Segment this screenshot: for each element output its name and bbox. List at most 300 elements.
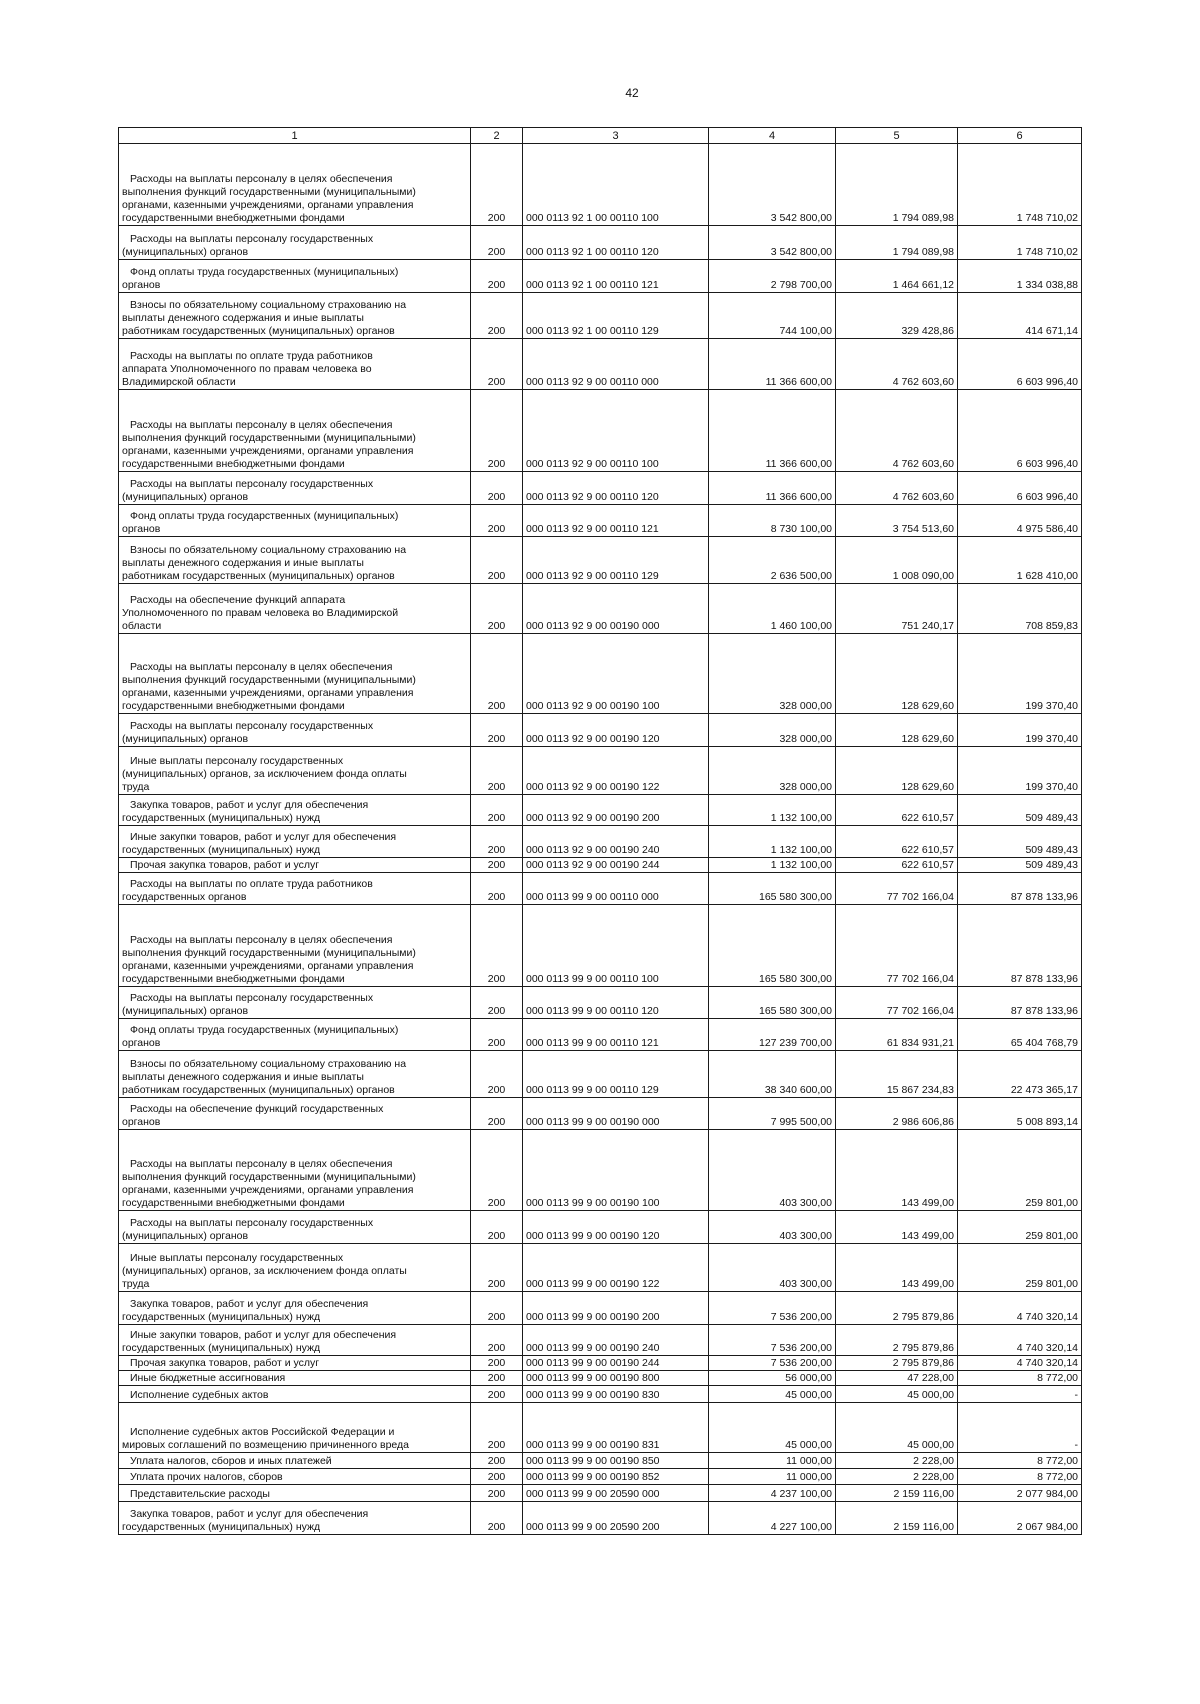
budget-classification-code-cell: 000 0113 99 9 00 00190 852 [523,1469,709,1485]
column-header-1: 1 [119,128,471,144]
unexecuted-amount-cell: 199 370,40 [958,634,1082,714]
expense-item-name [119,1469,471,1485]
expense-item-name [119,1325,471,1356]
executed-amount-cell: 2 795 879,86 [836,1356,958,1371]
expense-item-name-line: Расходы на обеспечение функций государственных [130,1103,384,1115]
unexecuted-amount-cell: 22 473 365,17 [958,1051,1082,1098]
expense-item-name [119,293,471,339]
unexecuted-amount-cell: - [958,1403,1082,1453]
expense-item-name-line: работникам государственных (муниципальных) органов [122,1084,395,1096]
executed-amount-cell: 1 464 661,12 [836,260,958,293]
budget-classification-code-cell: 000 0113 99 9 00 00190 850 [523,1453,709,1469]
approved-amount-cell: 328 000,00 [709,747,836,795]
line-code-cell: 200 [471,390,523,472]
expense-item-name-line: Прочая закупка товаров, работ и услуг [130,859,320,871]
approved-amount-cell: 744 100,00 [709,293,836,339]
line-code-cell: 200 [471,1244,523,1292]
unexecuted-amount-cell: - [958,1386,1082,1403]
expense-item-name-line: Расходы на выплаты персоналу государственных [130,720,374,732]
approved-amount-cell: 328 000,00 [709,714,836,747]
approved-amount-cell: 8 730 100,00 [709,505,836,537]
unexecuted-amount-cell: 6 603 996,40 [958,339,1082,390]
budget-classification-code-cell: 000 0113 99 9 00 00190 830 [523,1386,709,1403]
line-code-cell: 200 [471,905,523,987]
expense-item-name-line: органов [122,523,161,535]
executed-amount-cell: 2 228,00 [836,1453,958,1469]
expense-item-name [119,826,471,858]
budget-classification-code-cell: 000 0113 99 9 00 00190 800 [523,1371,709,1386]
line-code-cell: 200 [471,1502,523,1535]
budget-classification-code-cell: 000 0113 99 9 00 00110 000 [523,873,709,905]
expense-item-name-line: выполнения функций государственными (муниципальными) [122,947,416,959]
expense-item-name-line: Иные бюджетные ассигнования [130,1372,286,1384]
expense-item-name-line: органов [122,279,161,291]
budget-classification-code-cell: 000 0113 92 1 00 00110 121 [523,260,709,293]
line-code-cell: 200 [471,1019,523,1051]
expense-item-name [119,537,471,584]
unexecuted-amount-cell: 199 370,40 [958,714,1082,747]
executed-amount-cell: 2 159 116,00 [836,1485,958,1502]
budget-classification-code-cell: 000 0113 92 1 00 00110 129 [523,293,709,339]
budget-classification-code-cell: 000 0113 99 9 00 00190 122 [523,1244,709,1292]
executed-amount-cell: 622 610,57 [836,795,958,826]
expense-item-name-line: Иные выплаты персоналу государственных [130,755,344,767]
expense-item-name [119,1386,471,1403]
unexecuted-amount-cell: 1 748 710,02 [958,144,1082,226]
budget-classification-code-cell: 000 0113 92 9 00 00110 121 [523,505,709,537]
executed-amount-cell: 3 754 513,60 [836,505,958,537]
expense-item-name [119,144,471,226]
executed-amount-cell: 2 795 879,86 [836,1292,958,1325]
expense-item-name-line: Взносы по обязательному социальному страхованию на [130,544,407,556]
column-header-5: 5 [836,128,958,144]
expense-item-name-line: выполнения функций государственными (муниципальными) [122,186,416,198]
unexecuted-amount-cell: 6 603 996,40 [958,390,1082,472]
executed-amount-cell: 4 762 603,60 [836,339,958,390]
expense-item-name-line: Представительские расходы [130,1488,270,1500]
expense-item-name-line: Уплата прочих налогов, сборов [130,1471,283,1483]
expense-item-name-line: Исполнение судебных актов Российской Федерации и [130,1426,395,1438]
expense-item-name [119,873,471,905]
expense-item-name [119,1292,471,1325]
budget-classification-code-cell: 000 0113 92 9 00 00110 100 [523,390,709,472]
approved-amount-cell: 165 580 300,00 [709,987,836,1019]
executed-amount-cell: 128 629,60 [836,747,958,795]
table-row [119,1051,1082,1098]
unexecuted-amount-cell: 259 801,00 [958,1211,1082,1244]
expense-item-name-line: государственными внебюджетными фондами [122,212,345,224]
line-code-cell: 200 [471,1292,523,1325]
expense-item-name-line: работникам государственных (муниципальных) органов [122,325,395,337]
approved-amount-cell: 403 300,00 [709,1211,836,1244]
unexecuted-amount-cell: 1 748 710,02 [958,226,1082,260]
expense-item-name [119,1211,471,1244]
executed-amount-cell: 1 008 090,00 [836,537,958,584]
line-code-cell: 200 [471,795,523,826]
expense-item-name-line: Владимирской области [122,376,236,388]
line-code-cell: 200 [471,1453,523,1469]
budget-classification-code-cell: 000 0113 92 9 00 00190 100 [523,634,709,714]
approved-amount-cell: 7 995 500,00 [709,1098,836,1130]
line-code-cell: 200 [471,987,523,1019]
line-code-cell: 200 [471,584,523,634]
line-code-cell: 200 [471,144,523,226]
expense-item-name [119,1502,471,1535]
expense-item-name-line: выплаты денежного содержания и иные выплаты [122,557,364,569]
executed-amount-cell: 329 428,86 [836,293,958,339]
line-code-cell: 200 [471,260,523,293]
approved-amount-cell: 2 798 700,00 [709,260,836,293]
expense-item-name-line: Закупка товаров, работ и услуг для обеспечения [130,1508,369,1520]
expense-item-name-line: мировых соглашений по возмещению причиненного вреда [122,1439,410,1451]
table-row [119,1485,1082,1502]
expense-item-name-line: (муниципальных) органов [122,1005,249,1017]
table-row [119,634,1082,714]
header-row [119,128,1082,144]
unexecuted-amount-cell: 2 067 984,00 [958,1502,1082,1535]
unexecuted-amount-cell: 65 404 768,79 [958,1019,1082,1051]
expense-item-name-line: государственными внебюджетными фондами [122,700,345,712]
expense-item-name [119,1371,471,1386]
expense-item-name-line: (муниципальных) органов [122,733,249,745]
unexecuted-amount-cell: 8 772,00 [958,1453,1082,1469]
executed-amount-cell: 622 610,57 [836,826,958,858]
table-row [119,873,1082,905]
line-code-cell: 200 [471,873,523,905]
expense-item-name-line: Исполнение судебных актов [130,1389,269,1401]
expense-item-name-line: выплаты денежного содержания и иные выплаты [122,1071,364,1083]
expense-item-name-line: Взносы по обязательному социальному страхованию на [130,299,407,311]
table-row [119,1469,1082,1485]
expense-item-name-line: Расходы на выплаты по оплате труда работников [130,350,373,362]
unexecuted-amount-cell: 8 772,00 [958,1371,1082,1386]
unexecuted-amount-cell: 5 008 893,14 [958,1098,1082,1130]
expense-item-name [119,390,471,472]
line-code-cell: 200 [471,1403,523,1453]
budget-classification-code-cell: 000 0113 92 9 00 00190 120 [523,714,709,747]
unexecuted-amount-cell: 87 878 133,96 [958,905,1082,987]
unexecuted-amount-cell: 4 740 320,14 [958,1325,1082,1356]
table-row [119,1453,1082,1469]
expense-item-name [119,1356,471,1371]
executed-amount-cell: 751 240,17 [836,584,958,634]
expense-item-name [119,634,471,714]
approved-amount-cell: 1 460 100,00 [709,584,836,634]
unexecuted-amount-cell: 1 334 038,88 [958,260,1082,293]
expense-item-name [119,714,471,747]
expense-item-name-line: государственных (муниципальных) нужд [122,1521,321,1533]
expense-item-name-line: Фонд оплаты труда государственных (муниципальных) [130,510,399,522]
expense-item-name-line: Фонд оплаты труда государственных (муниципальных) [130,1024,399,1036]
expense-item-name-line: Взносы по обязательному социальному страхованию на [130,1058,407,1070]
expense-item-name [119,472,471,505]
expense-item-name [119,1098,471,1130]
expense-item-name-line: государственных органов [122,891,247,903]
unexecuted-amount-cell: 2 077 984,00 [958,1485,1082,1502]
expense-item-name [119,1244,471,1292]
executed-amount-cell: 143 499,00 [836,1130,958,1211]
expense-item-name-line: органов [122,1116,161,1128]
approved-amount-cell: 4 227 100,00 [709,1502,836,1535]
column-header-2: 2 [471,128,523,144]
unexecuted-amount-cell: 87 878 133,96 [958,987,1082,1019]
expense-item-name-line: государственных (муниципальных) нужд [122,1342,321,1354]
expense-item-name-line: Иные закупки товаров, работ и услуг для обеспечения [130,1329,397,1341]
line-code-cell: 200 [471,537,523,584]
expense-item-name-line: труда [122,1278,150,1290]
expense-item-name-line: государственными внебюджетными фондами [122,973,345,985]
budget-classification-code-cell: 000 0113 99 9 00 00190 120 [523,1211,709,1244]
budget-classification-code-cell: 000 0113 99 9 00 20590 000 [523,1485,709,1502]
table-row [119,505,1082,537]
expense-item-name-line: выполнения функций государственными (муниципальными) [122,1171,416,1183]
table-row [119,472,1082,505]
line-code-cell: 200 [471,1130,523,1211]
line-code-cell: 200 [471,1371,523,1386]
line-code-cell: 200 [471,1485,523,1502]
expense-item-name [119,1019,471,1051]
unexecuted-amount-cell: 509 489,43 [958,826,1082,858]
line-code-cell: 200 [471,1211,523,1244]
expense-item-name-line: Расходы на выплаты персоналу в целях обеспечения [130,1158,393,1170]
table-row [119,905,1082,987]
approved-amount-cell: 127 239 700,00 [709,1019,836,1051]
expense-item-name-line: Расходы на выплаты персоналу государственных [130,1217,374,1229]
budget-classification-code-cell: 000 0113 99 9 00 00110 120 [523,987,709,1019]
unexecuted-amount-cell: 4 975 586,40 [958,505,1082,537]
budget-classification-code-cell: 000 0113 99 9 00 20590 200 [523,1502,709,1535]
table-row [119,1325,1082,1356]
table-row [119,1502,1082,1535]
budget-classification-code-cell: 000 0113 92 9 00 00110 129 [523,537,709,584]
table-row [119,293,1082,339]
executed-amount-cell: 77 702 166,04 [836,873,958,905]
table-row [119,1019,1082,1051]
executed-amount-cell: 77 702 166,04 [836,987,958,1019]
expense-item-name-line: Прочая закупка товаров, работ и услуг [130,1357,320,1369]
expense-item-name [119,1051,471,1098]
expense-item-name-line: государственных (муниципальных) нужд [122,844,321,856]
expense-item-name-line: Иные закупки товаров, работ и услуг для обеспечения [130,831,397,843]
approved-amount-cell: 11 000,00 [709,1453,836,1469]
table-row [119,1371,1082,1386]
approved-amount-cell: 1 132 100,00 [709,858,836,873]
budget-classification-code-cell: 000 0113 92 9 00 00190 000 [523,584,709,634]
expense-item-name-line: выполнения функций государственными (муниципальными) [122,674,416,686]
executed-amount-cell: 622 610,57 [836,858,958,873]
budget-classification-code-cell: 000 0113 92 9 00 00190 244 [523,858,709,873]
expense-item-name-line: (муниципальных) органов, за исключением фонда оплаты [122,768,407,780]
executed-amount-cell: 45 000,00 [836,1403,958,1453]
budget-classification-code-cell: 000 0113 99 9 00 00190 200 [523,1292,709,1325]
line-code-cell: 200 [471,1051,523,1098]
approved-amount-cell: 2 636 500,00 [709,537,836,584]
budget-classification-code-cell: 000 0113 92 9 00 00190 200 [523,795,709,826]
approved-amount-cell: 403 300,00 [709,1130,836,1211]
expense-item-name-line: (муниципальных) органов, за исключением фонда оплаты [122,1265,407,1277]
budget-classification-code-cell: 000 0113 99 9 00 00190 000 [523,1098,709,1130]
table-row [119,747,1082,795]
line-code-cell: 200 [471,1098,523,1130]
approved-amount-cell: 11 366 600,00 [709,472,836,505]
expense-item-name-line: (муниципальных) органов [122,491,249,503]
executed-amount-cell: 4 762 603,60 [836,472,958,505]
expense-item-name-line: Расходы на выплаты персоналу в целях обеспечения [130,661,393,673]
expense-item-name-line: Расходы на выплаты персоналу государственных [130,478,374,490]
approved-amount-cell: 7 536 200,00 [709,1325,836,1356]
budget-classification-code-cell: 000 0113 92 1 00 00110 120 [523,226,709,260]
table-row [119,339,1082,390]
expense-item-name-line: Расходы на выплаты персоналу государственных [130,233,374,245]
unexecuted-amount-cell: 509 489,43 [958,858,1082,873]
approved-amount-cell: 1 132 100,00 [709,795,836,826]
executed-amount-cell: 47 228,00 [836,1371,958,1386]
line-code-cell: 200 [471,634,523,714]
table-body [119,144,1082,1535]
expense-item-name-line: работникам государственных (муниципальных) органов [122,570,395,582]
approved-amount-cell: 56 000,00 [709,1371,836,1386]
expense-item-name [119,795,471,826]
table-row [119,1386,1082,1403]
executed-amount-cell: 2 228,00 [836,1469,958,1485]
executed-amount-cell: 77 702 166,04 [836,905,958,987]
table-row [119,858,1082,873]
approved-amount-cell: 11 366 600,00 [709,339,836,390]
budget-classification-code-cell: 000 0113 99 9 00 00110 100 [523,905,709,987]
unexecuted-amount-cell: 259 801,00 [958,1130,1082,1211]
budget-classification-code-cell: 000 0113 99 9 00 00190 240 [523,1325,709,1356]
unexecuted-amount-cell: 259 801,00 [958,1244,1082,1292]
expense-item-name-line: области [122,620,162,632]
expense-item-name-line: Расходы на выплаты персоналу государственных [130,992,374,1004]
approved-amount-cell: 7 536 200,00 [709,1292,836,1325]
unexecuted-amount-cell: 199 370,40 [958,747,1082,795]
approved-amount-cell: 11 000,00 [709,1469,836,1485]
expense-item-name-line: государственными внебюджетными фондами [122,458,345,470]
line-code-cell: 200 [471,1325,523,1356]
column-header-6: 6 [958,128,1082,144]
approved-amount-cell: 38 340 600,00 [709,1051,836,1098]
table-row [119,144,1082,226]
expense-item-name-line: Закупка товаров, работ и услуг для обеспечения [130,799,369,811]
executed-amount-cell: 2 986 606,86 [836,1098,958,1130]
approved-amount-cell: 7 536 200,00 [709,1356,836,1371]
executed-amount-cell: 143 499,00 [836,1211,958,1244]
table-row [119,1356,1082,1371]
executed-amount-cell: 128 629,60 [836,634,958,714]
executed-amount-cell: 15 867 234,83 [836,1051,958,1098]
table-row [119,226,1082,260]
expense-item-name-line: органами, казенными учреждениями, органами управления [122,445,414,457]
budget-classification-code-cell: 000 0113 92 9 00 00190 122 [523,747,709,795]
line-code-cell: 200 [471,226,523,260]
expense-item-name-line: Расходы на выплаты персоналу в целях обеспечения [130,173,393,185]
budget-classification-code-cell: 000 0113 99 9 00 00190 244 [523,1356,709,1371]
expense-item-name-line: государственными внебюджетными фондами [122,1197,345,1209]
executed-amount-cell: 2 159 116,00 [836,1502,958,1535]
expense-item-name-line: органами, казенными учреждениями, органами управления [122,687,414,699]
approved-amount-cell: 165 580 300,00 [709,905,836,987]
approved-amount-cell: 45 000,00 [709,1386,836,1403]
approved-amount-cell: 403 300,00 [709,1244,836,1292]
budget-classification-code-cell: 000 0113 99 9 00 00190 831 [523,1403,709,1453]
expense-item-name-line: государственных (муниципальных) нужд [122,1311,321,1323]
unexecuted-amount-cell: 4 740 320,14 [958,1292,1082,1325]
table-row [119,1130,1082,1211]
expense-item-name [119,584,471,634]
expense-item-name [119,987,471,1019]
line-code-cell: 200 [471,747,523,795]
budget-classification-code-cell: 000 0113 92 9 00 00110 000 [523,339,709,390]
executed-amount-cell: 143 499,00 [836,1244,958,1292]
approved-amount-cell: 3 542 800,00 [709,144,836,226]
expense-item-name [119,905,471,987]
executed-amount-cell: 128 629,60 [836,714,958,747]
expense-item-name [119,226,471,260]
table-row [119,537,1082,584]
unexecuted-amount-cell: 4 740 320,14 [958,1356,1082,1371]
expense-item-name-line: органами, казенными учреждениями, органами управления [122,960,414,972]
page-number: 42 [625,86,639,100]
expense-item-name [119,858,471,873]
executed-amount-cell: 1 794 089,98 [836,226,958,260]
unexecuted-amount-cell: 1 628 410,00 [958,537,1082,584]
expense-item-name-line: (муниципальных) органов [122,246,249,258]
expense-item-name [119,1130,471,1211]
expense-item-name-line: Расходы на выплаты по оплате труда работников [130,878,373,890]
expense-item-name-line: органами, казенными учреждениями, органами управления [122,199,414,211]
table-row [119,260,1082,293]
executed-amount-cell: 45 000,00 [836,1386,958,1403]
expense-item-name [119,505,471,537]
unexecuted-amount-cell: 414 671,14 [958,293,1082,339]
expense-item-name-line: выполнения функций государственными (муниципальными) [122,432,416,444]
unexecuted-amount-cell: 6 603 996,40 [958,472,1082,505]
expense-item-name-line: аппарата Уполномоченного по правам человека во [122,363,372,375]
line-code-cell: 200 [471,339,523,390]
budget-classification-code-cell: 000 0113 99 9 00 00110 129 [523,1051,709,1098]
table-row [119,1292,1082,1325]
expense-item-name-line: труда [122,781,150,793]
budget-classification-code-cell: 000 0113 92 1 00 00110 100 [523,144,709,226]
line-code-cell: 200 [471,472,523,505]
table-row [119,826,1082,858]
expense-item-name-line: Расходы на выплаты персоналу в целях обеспечения [130,419,393,431]
approved-amount-cell: 328 000,00 [709,634,836,714]
table-row [119,795,1082,826]
approved-amount-cell: 1 132 100,00 [709,826,836,858]
line-code-cell: 200 [471,505,523,537]
approved-amount-cell: 4 237 100,00 [709,1485,836,1502]
expense-item-name-line: государственных (муниципальных) нужд [122,812,321,824]
table-row [119,714,1082,747]
unexecuted-amount-cell: 8 772,00 [958,1469,1082,1485]
budget-classification-code-cell: 000 0113 99 9 00 00110 121 [523,1019,709,1051]
table-row [119,390,1082,472]
unexecuted-amount-cell: 708 859,83 [958,584,1082,634]
table-row [119,584,1082,634]
column-header-3: 3 [523,128,709,144]
line-code-cell: 200 [471,293,523,339]
line-code-cell: 200 [471,826,523,858]
expense-item-name [119,260,471,293]
expense-item-name [119,747,471,795]
budget-classification-code-cell: 000 0113 92 9 00 00110 120 [523,472,709,505]
expense-item-name-line: органов [122,1037,161,1049]
expense-item-name-line: Расходы на выплаты персоналу в целях обеспечения [130,934,393,946]
line-code-cell: 200 [471,1469,523,1485]
line-code-cell: 200 [471,1386,523,1403]
